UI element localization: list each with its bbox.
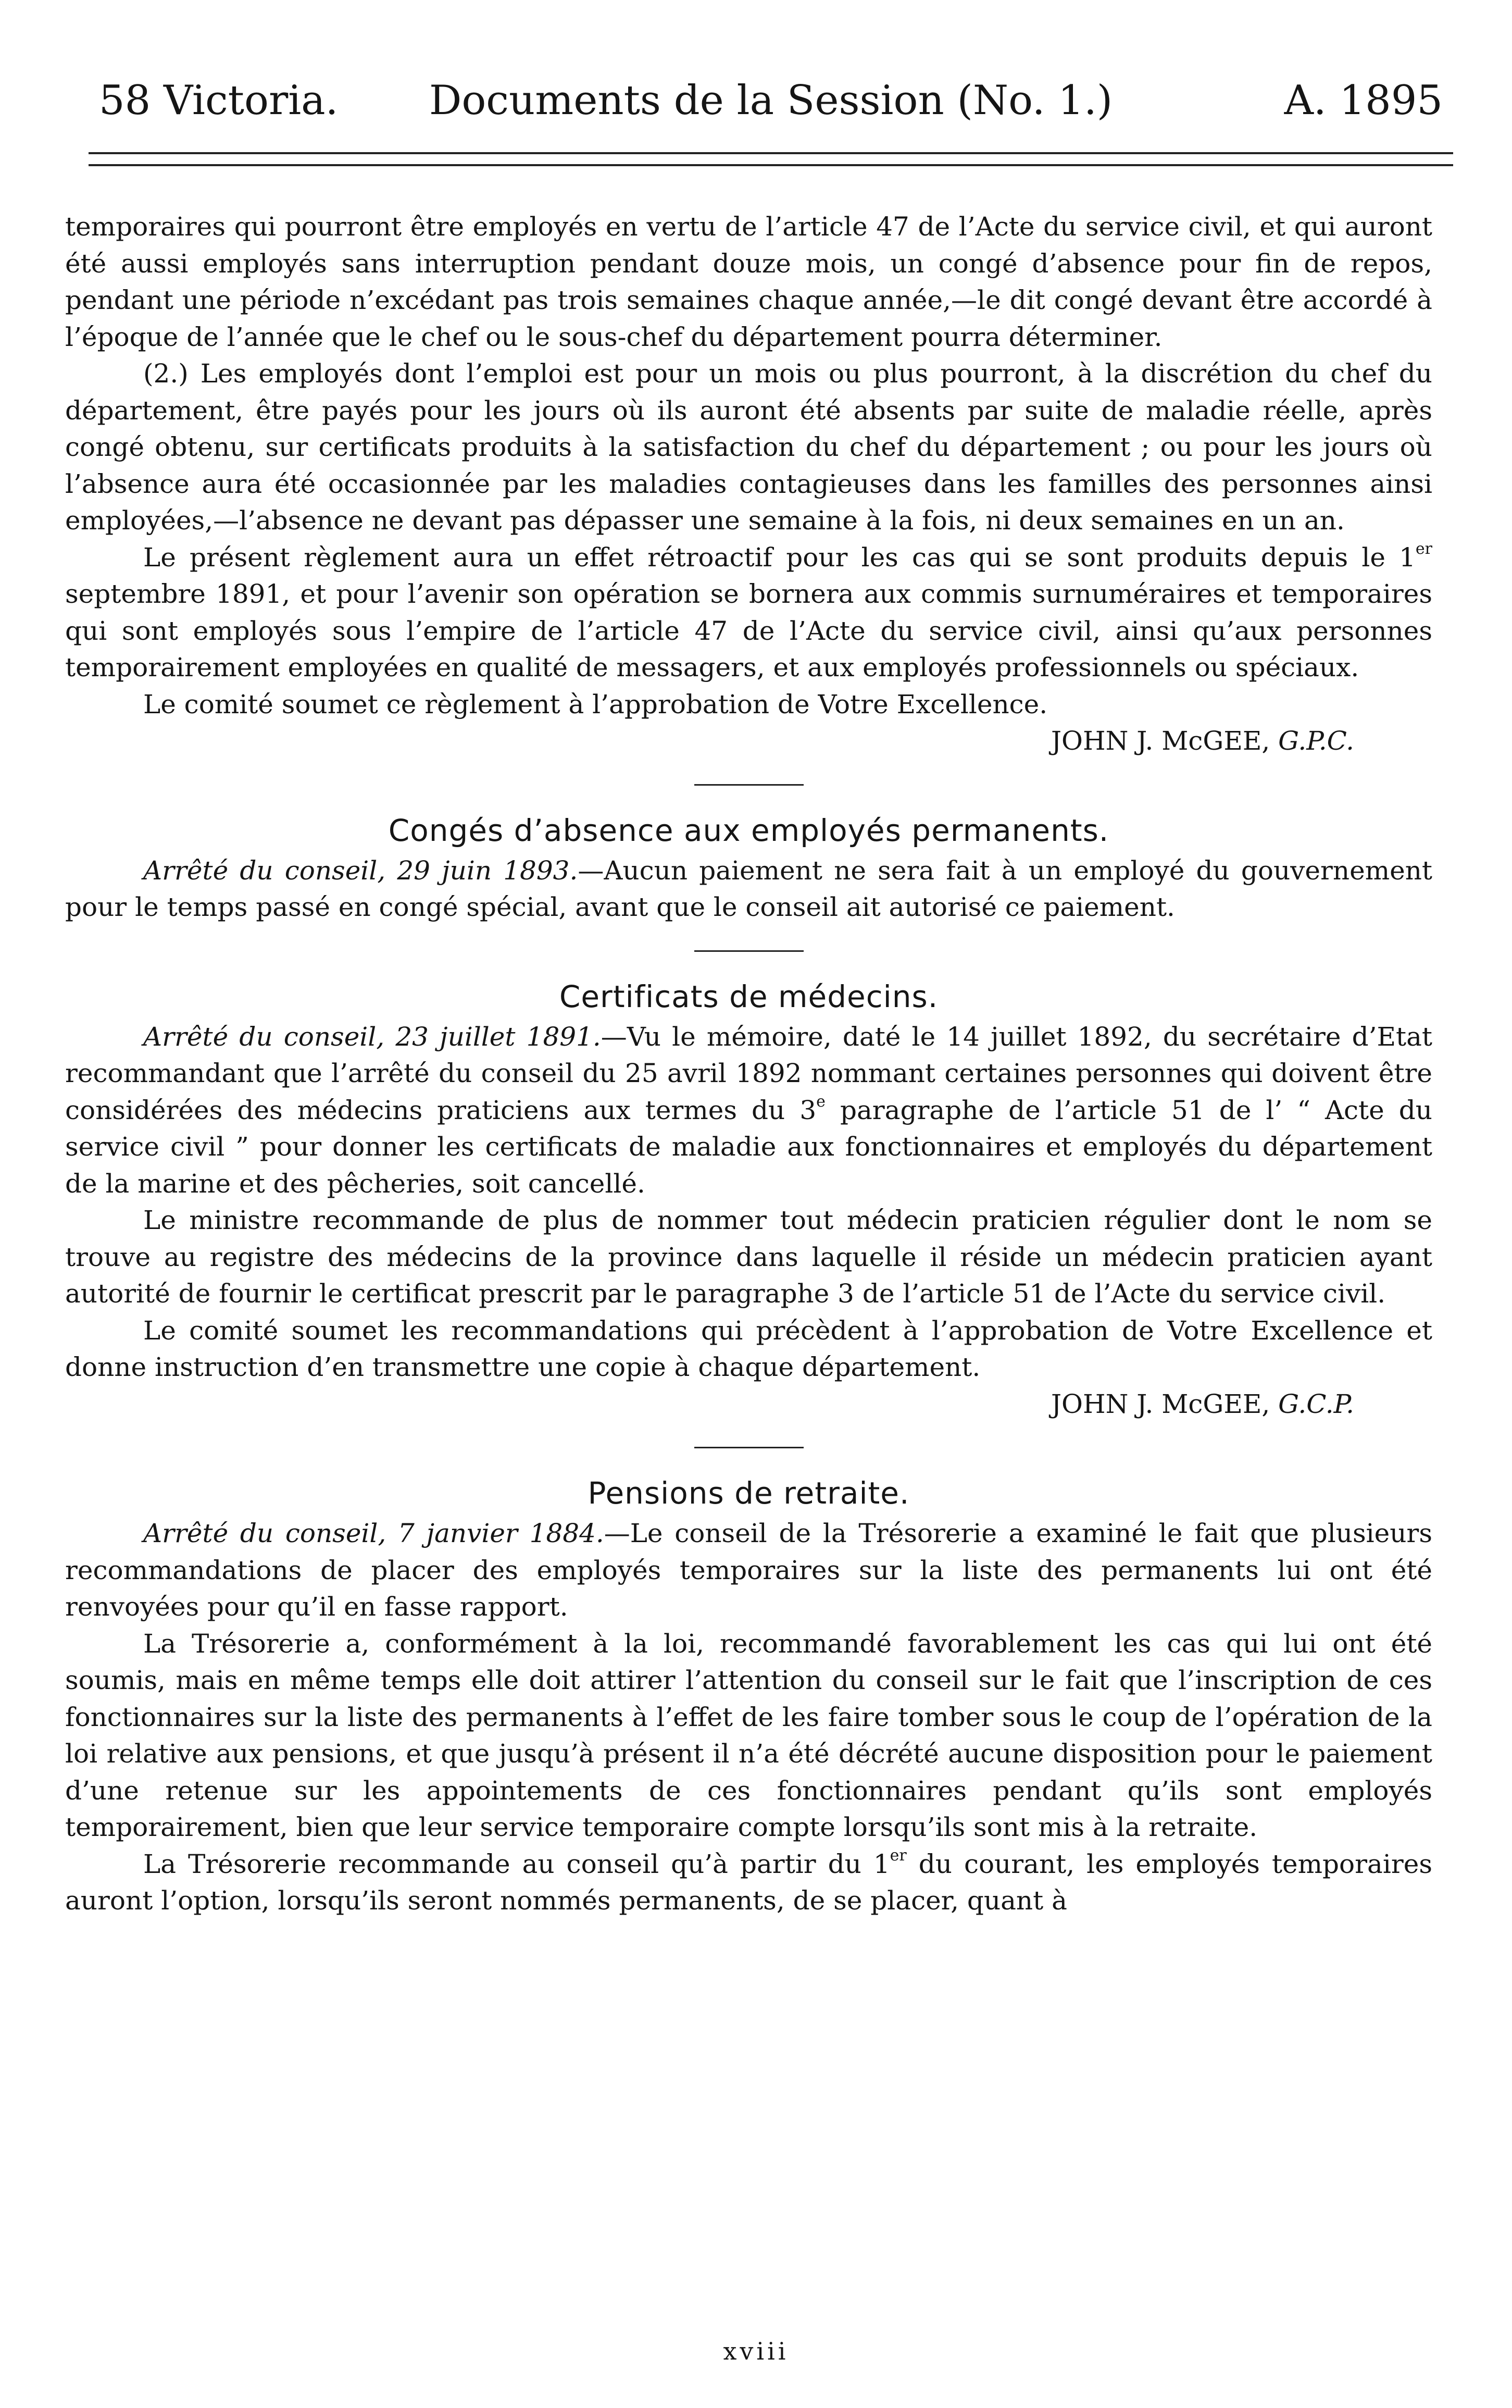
text-run: —Vu le mémoire, daté le 14 juillet 1892, du secrétaire d’Etat recommandant que l’arrêté du conseil du 25 avril 1892 nommant certaines personnes qui doivent être considérées des médecins praticiens aux termes du 3 [65,1021,1432,1125]
text-run: septembre 1891, et pour l’avenir son opération se bornera aux commis surnuméraires et temporaires qui sont employés sous l’empire de l’article 47 de l’Acte du service civil, ainsi qu’aux personnes temporairement employées en qualité de messagers, et aux employés professionnels ou spéciaux. [65,579,1432,682]
text-run: —Aucun paiement ne sera fait à un employé du gouvernement pour le temps passé en congé spécial, avant que le conseil ait autorisé ce paiement. [65,855,1432,922]
paragraph: Le comité soumet ce règlement à l’approbation de Votre Excellence. [143,689,1048,719]
signature-title: G.P.C. [1278,726,1354,756]
page-number: xviii [723,2337,789,2365]
order-date: Arrêté du conseil, 7 janvier 1884. [143,1518,604,1548]
signature [65,1386,1432,1423]
section-heading: Pensions de retraite. [588,1475,910,1511]
text-run: —Le conseil de la Trésorerie a examiné le fait que plusieurs recommandations de placer des employés temporaires sur la liste des permanents lui ont été renvoyées pour qu’il en fasse rapport. [65,1518,1432,1622]
paragraph [65,1846,1432,1919]
paragraph: Le ministre recommande de plus de nommer tout médecin praticien régulier dont le nom se trouve au registre des médecins de la province dans laquelle il réside un médecin praticien ayant autorité de fournir le certificat prescrit par le paragraphe 3 de l’article 51 de l’Acte du service civil. [65,1205,1432,1309]
section-heading: Certificats de médecins. [559,978,939,1014]
header-title: Documents de la Session (No. 1.) [429,77,1113,124]
order-date: Arrêté du conseil, 23 juillet 1891. [143,1021,601,1052]
header-year: A. 1895 [1284,77,1443,124]
text-run: La Trésorerie recommande au conseil qu’à partir du 1 [143,1848,890,1879]
section-separator [694,950,804,952]
section-separator [694,1447,804,1448]
superscript: e [816,1092,826,1111]
paragraph: La Trésorerie a, conformément à la loi, recommandé favorablement les cas qui lui ont été soumis, mais en même temps elle doit attirer l’attention du conseil sur le fait que l’inscription de ces fonctionnaires sur la liste des permanents à l’effet de les faire tomber sous le coup de l’opération de la loi relative aux pensions, et que jusqu’à présent il n’a été décrété aucune disposition pour le paiement d’une retenue sur les appointements de ces fonctionnaires pendant qu’ils sont employés temporairement, bien que leur service temporaire compte lorsqu’ils sont mis à la retraite. [65,1628,1432,1842]
header-volume: 58 Victoria. [99,77,339,124]
body-text [65,208,1432,1919]
header-rule-upper [89,152,1453,154]
signature [65,723,1432,760]
paragraph [65,1019,1432,1202]
paragraph: Le comité soumet les recommandations qui précèdent à l’approbation de Votre Excellence et donne instruction d’en transmettre une copie à chaque département. [65,1315,1432,1382]
text-run: paragraphe de l’article 51 de l’ “ Acte du service civil ” pour donner les certificats de maladie aux fonctionnaires et employés du département de la marine et des pêcheries, soit cancellé. [65,1095,1432,1199]
superscript: er [1415,539,1432,558]
text-run: du courant, les employés temporaires auront l’option, lorsqu’ils seront nommés permanents, de se placer, quant à [65,1848,1433,1916]
section-heading: Congés d’absence aux employés permanents. [388,812,1109,848]
paragraph [65,539,1432,686]
text-run: Le présent règlement aura un effet rétroactif pour les cas qui se sont produits depuis le 1 [143,542,1416,573]
paragraph [65,852,1432,926]
superscript: er [890,1846,907,1865]
order-date: Arrêté du conseil, 29 juin 1893. [143,855,578,886]
signature-name: JOHN J. McGEE, [1051,1388,1279,1419]
paragraph: temporaires qui pourront être employés en vertu de l’article 47 de l’Acte du service civil, et qui auront été aussi employés sans interruption pendant douze mois, un congé d’absence pour fin de repos, pendant une période n’excédant pas trois semaines chaque année,—le dit congé devant être accordé à l’époque de l’année que le chef ou le sous-chef du département pourra déterminer. [65,212,1432,352]
paragraph [65,1515,1432,1625]
section-separator [694,784,804,786]
paragraph: (2.) Les employés dont l’emploi est pour un mois ou plus pourront, à la discrétion du chef du département, être payés pour les jours où ils auront été absents par suite de maladie réelle, après congé obtenu, sur certificats produits à la satisfaction du chef du département ; ou pour les jours où l’absence aura été occasionnée par les maladies contagieuses dans les familles des personnes ainsi employées,—l’absence ne devant pas dépasser une semaine à la fois, ni deux semaines en un an. [65,358,1432,536]
header-rule-lower [89,164,1453,166]
signature-title: G.C.P. [1278,1388,1354,1419]
page-header [99,72,1443,129]
signature-name: JOHN J. McGEE, [1051,726,1279,756]
